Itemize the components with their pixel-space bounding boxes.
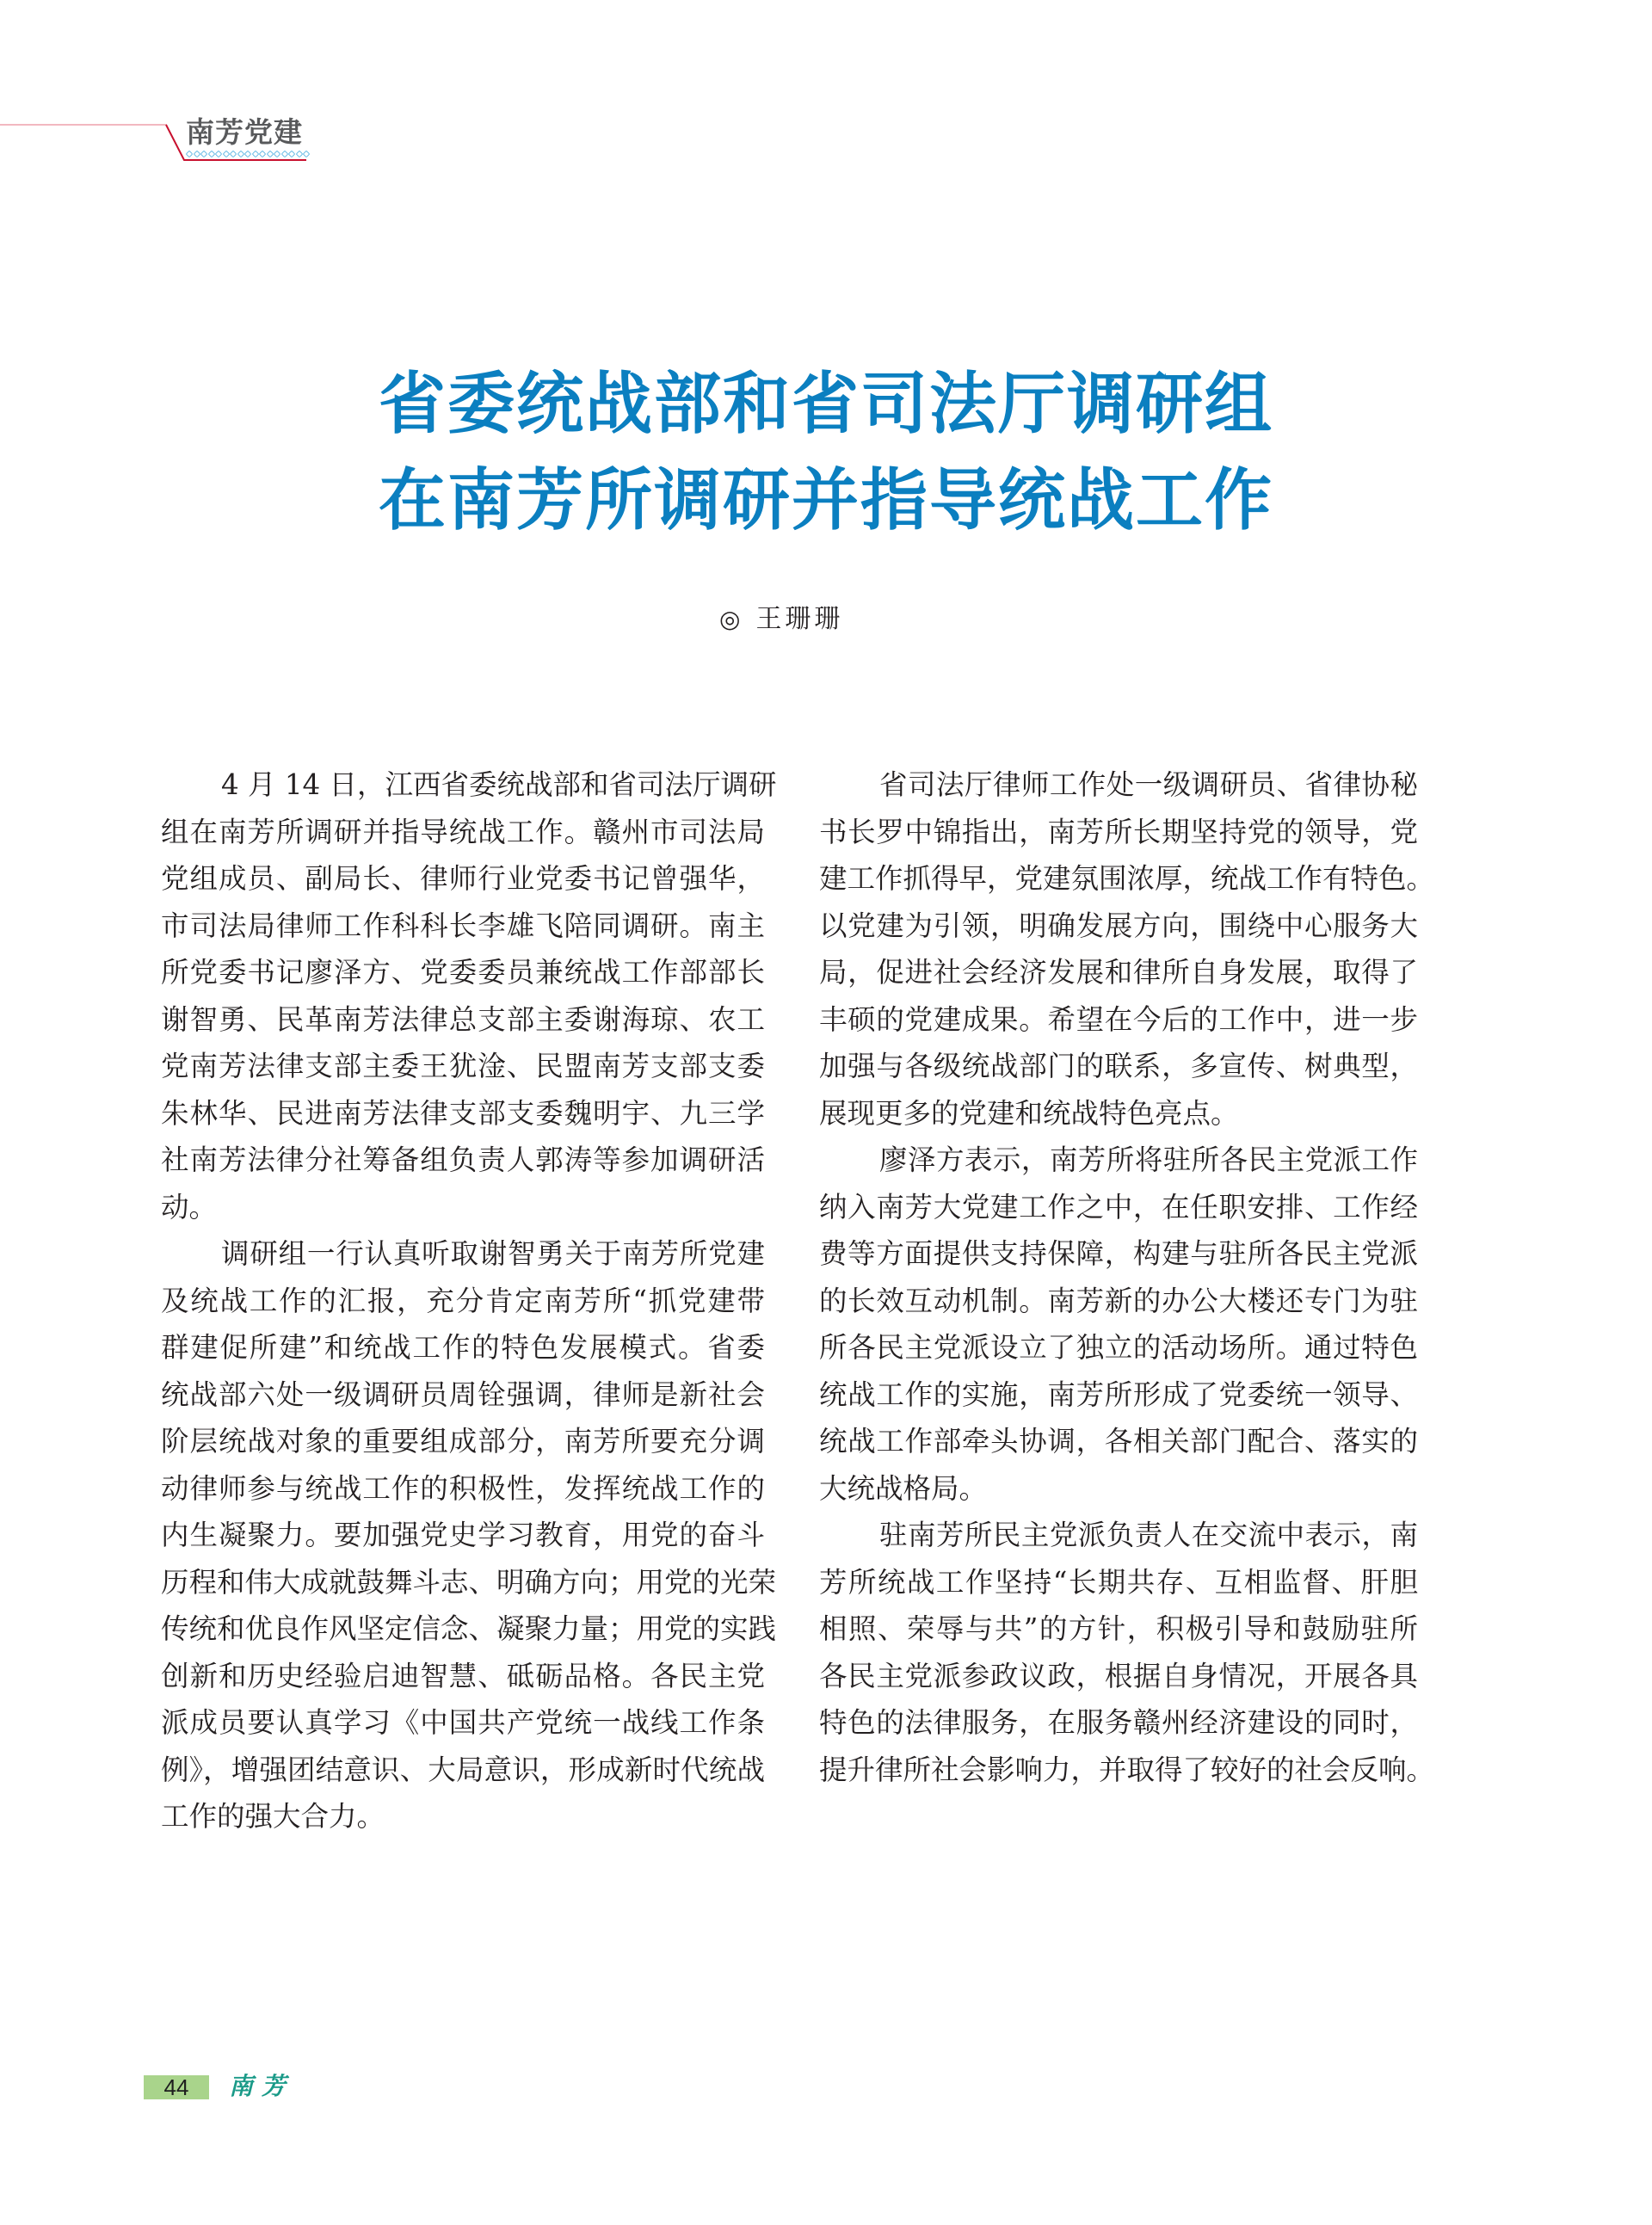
paragraph: [161, 1230, 777, 1840]
body-column-right: [819, 761, 1435, 1793]
diamond-ornament-icon: [259, 151, 266, 157]
diamond-ornament-icon: [215, 151, 222, 157]
text-line: 驻南芳所民主党派负责人在交流中表示，南: [879, 1519, 1418, 1551]
text-line: 创新和历史经验启迪智慧、砥砺品格。各民主党: [161, 1659, 765, 1692]
diamond-ornament-icon: [244, 151, 251, 157]
text-line: 加强与各级统战部门的联系，多宣传、树典型，: [819, 1050, 1418, 1082]
diamond-ornament-icon: [280, 151, 287, 157]
text-line: 纳入南芳大党建工作之中，在任职安排、工作经: [819, 1190, 1418, 1223]
diamond-ornament-icon: [295, 151, 302, 157]
text-line: 芳所统战工作坚持“长期共存、互相监督、肝胆: [819, 1565, 1418, 1599]
diamond-ornament-icon: [186, 151, 193, 157]
text-line: 动。: [161, 1190, 218, 1223]
body-column-left: [161, 761, 777, 1840]
text-line: 统战工作部牵头协调，各相关部门配合、落实的: [819, 1425, 1418, 1458]
text-line: 以党建为引领，明确发展方向，围绕中心服务大: [819, 909, 1418, 942]
text-line: 市司法局律师工作科科长李雄飞陪同调研。南主: [161, 909, 765, 942]
text-line: 所党委书记廖泽方、党委委员兼统战工作部部长: [161, 956, 765, 989]
text-line: 派成员要认真学习《中国共产党统一战线工作条: [161, 1706, 765, 1739]
paragraph: [819, 1512, 1435, 1793]
author-name: 王珊珊: [755, 604, 844, 634]
text-line: 局，促进社会经济发展和律所自身发展，取得了: [819, 956, 1418, 989]
text-line: 的长效互动机制。南芳新的办公大楼还专门为驻: [819, 1284, 1418, 1317]
diamond-ornament-icon: [303, 151, 310, 157]
paragraph: [161, 761, 777, 1230]
diamond-ornament-icon: [266, 151, 273, 157]
text-line: 统战部六处一级调研员周铨强调，律师是新社会: [161, 1378, 765, 1411]
text-line: 组在南芳所调研并指导统战工作。赣州市司法局: [161, 815, 765, 848]
byline: [719, 602, 843, 637]
text-line: 书长罗中锦指出，南芳所长期坚持党的领导，党: [819, 815, 1418, 848]
byline-mark-icon: ◎: [719, 605, 744, 633]
text-line: 统战工作的实施，南芳所形成了党委统一领导、: [819, 1378, 1418, 1411]
text-line: 各民主党派参政议政，根据自身情况，开展各具: [819, 1659, 1418, 1692]
title-line-2: 在南芳所调研并指导统战工作: [378, 462, 1273, 539]
text-line: 廖泽方表示，南芳所将驻所各民主党派工作: [879, 1143, 1418, 1176]
text-line: 阶层统战对象的重要组成部分，南芳所要充分调: [161, 1425, 765, 1458]
text-line: 内生凝聚力。要加强党史学习教育，用党的奋斗: [161, 1519, 765, 1551]
text-line: 4 月 14 日，江西省委统战部和省司法厅调研: [221, 768, 777, 801]
paragraph: [819, 1137, 1418, 1512]
article-title: [0, 356, 1652, 549]
text-line: 相照、荣辱与共”的方针，积极引导和鼓励驻所: [819, 1612, 1418, 1645]
text-line: 党组成员、副局长、律师行业党委书记曾强华，: [161, 862, 765, 895]
text-line: 例》，增强团结意识、大局意识，形成新时代统战: [161, 1753, 765, 1786]
text-line: 工作的强大合力。: [161, 1800, 385, 1833]
text-line: 党南芳法律支部主委王犹淦、民盟南芳支部支委: [161, 1050, 765, 1082]
diamond-ornament-icon: [193, 151, 200, 157]
text-line: 传统和优良作风坚定信念、凝聚力量；用党的实践: [161, 1612, 777, 1645]
text-line: 动律师参与统战工作的积极性，发挥统战工作的: [161, 1471, 765, 1505]
text-line: 展现更多的党建和统战特色亮点。: [819, 1096, 1239, 1130]
text-line: 省司法厅律师工作处一级调研员、省律协秘: [879, 768, 1418, 801]
page-number: 44: [144, 2075, 209, 2099]
diamond-ornament-icon: [251, 151, 258, 157]
text-line: 所各民主党派设立了独立的活动场所。通过特色: [819, 1331, 1418, 1364]
text-line: 谢智勇、民革南芳法律总支部主委谢海琼、农工: [161, 1002, 765, 1036]
text-line: 费等方面提供支持保障，构建与驻所各民主党派: [819, 1237, 1418, 1270]
footer-publication-name: 南芳: [229, 2072, 295, 2100]
text-line: 历程和伟大成就鼓舞斗志、明确方向；用党的光荣: [161, 1565, 777, 1599]
text-line: 提升律所社会影响力，并取得了较好的社会反响。: [819, 1753, 1435, 1786]
text-line: 群建促所建”和统战工作的特色发展模式。省委: [161, 1331, 765, 1364]
title-line-1: 省委统战部和省司法厅调研组: [378, 366, 1273, 443]
diamond-ornament-icon: [288, 151, 295, 157]
diamond-ornament-icon: [222, 151, 229, 157]
text-line: 大统战格局。: [819, 1471, 988, 1505]
text-line: 及统战工作的汇报，充分肯定南芳所“抓党建带: [161, 1284, 765, 1317]
section-header-label: 南芳党建: [186, 115, 303, 149]
text-line: 建工作抓得早，党建氛围浓厚，统战工作有特色。: [819, 862, 1435, 895]
text-line: 调研组一行认真听取谢智勇关于南芳所党建: [221, 1237, 765, 1270]
diamond-ornament-icon: [274, 151, 280, 157]
text-line: 丰硕的党建成果。希望在今后的工作中，进一步: [819, 1002, 1418, 1036]
diamond-ornament-icon: [230, 151, 237, 157]
section-header-diamond-row: [186, 151, 311, 159]
text-line: 社南芳法律分社筹备组负责人郭涛等参加调研活: [161, 1143, 765, 1176]
text-line: 朱林华、民进南芳法律支部支委魏明宇、九三学: [161, 1096, 765, 1130]
diamond-ornament-icon: [200, 151, 207, 157]
text-line: 特色的法律服务，在服务赣州经济建设的同时，: [819, 1706, 1418, 1739]
diamond-ornament-icon: [207, 151, 214, 157]
diamond-ornament-icon: [237, 151, 243, 157]
paragraph: [819, 761, 1435, 1137]
